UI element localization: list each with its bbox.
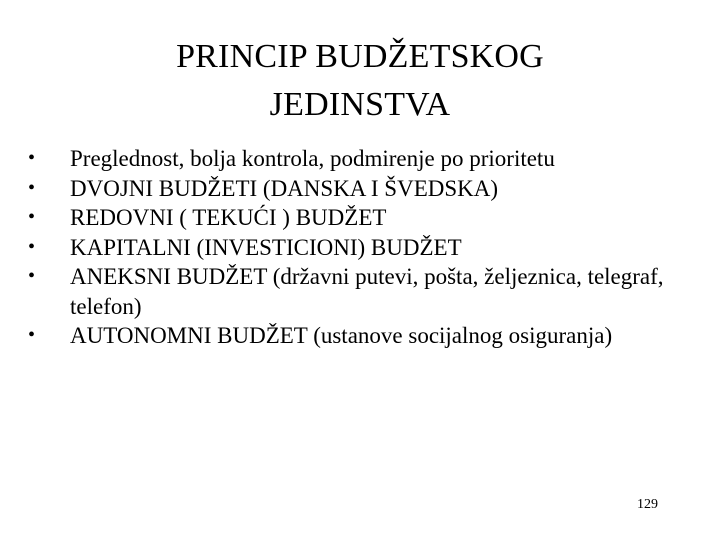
bullet-text: REDOVNI ( TEKUĆI ) BUDŽET <box>70 205 387 230</box>
bullet-item <box>28 262 668 321</box>
bullet-text: ANEKSNI BUDŽET (državni putevi, pošta, željeznica, telegraf, telefon) <box>70 264 664 319</box>
page-number: 129 <box>637 497 658 512</box>
bullet-text: DVOJNI BUDŽETI (DANSKA I ŠVEDSKA) <box>70 175 499 201</box>
bullet-icon: • <box>28 265 36 287</box>
title-line-1: PRINCIP BUDŽETSKOG <box>176 38 544 75</box>
bullet-icon: • <box>28 176 36 199</box>
bullet-item <box>28 144 668 174</box>
bullet-item <box>28 321 668 351</box>
bullet-icon: • <box>28 235 36 258</box>
slide-title <box>0 33 720 129</box>
bullet-text: AUTONOMNI BUDŽET (ustanove socijalnog osiguranja) <box>70 323 613 348</box>
bullet-list <box>28 144 668 351</box>
bullet-text: KAPITALNI (INVESTICIONI) BUDŽET <box>70 234 462 260</box>
bullet-text: Preglednost, bolja kontrola, podmirenje po prioritetu <box>70 146 555 171</box>
bullet-icon: • <box>28 147 36 169</box>
bullet-item <box>28 233 668 263</box>
bullet-item <box>28 203 668 233</box>
bullet-icon: • <box>28 324 36 346</box>
title-line-2: JEDINSTVA <box>269 86 451 123</box>
bullet-item <box>28 174 668 204</box>
bullet-icon: • <box>28 206 36 228</box>
